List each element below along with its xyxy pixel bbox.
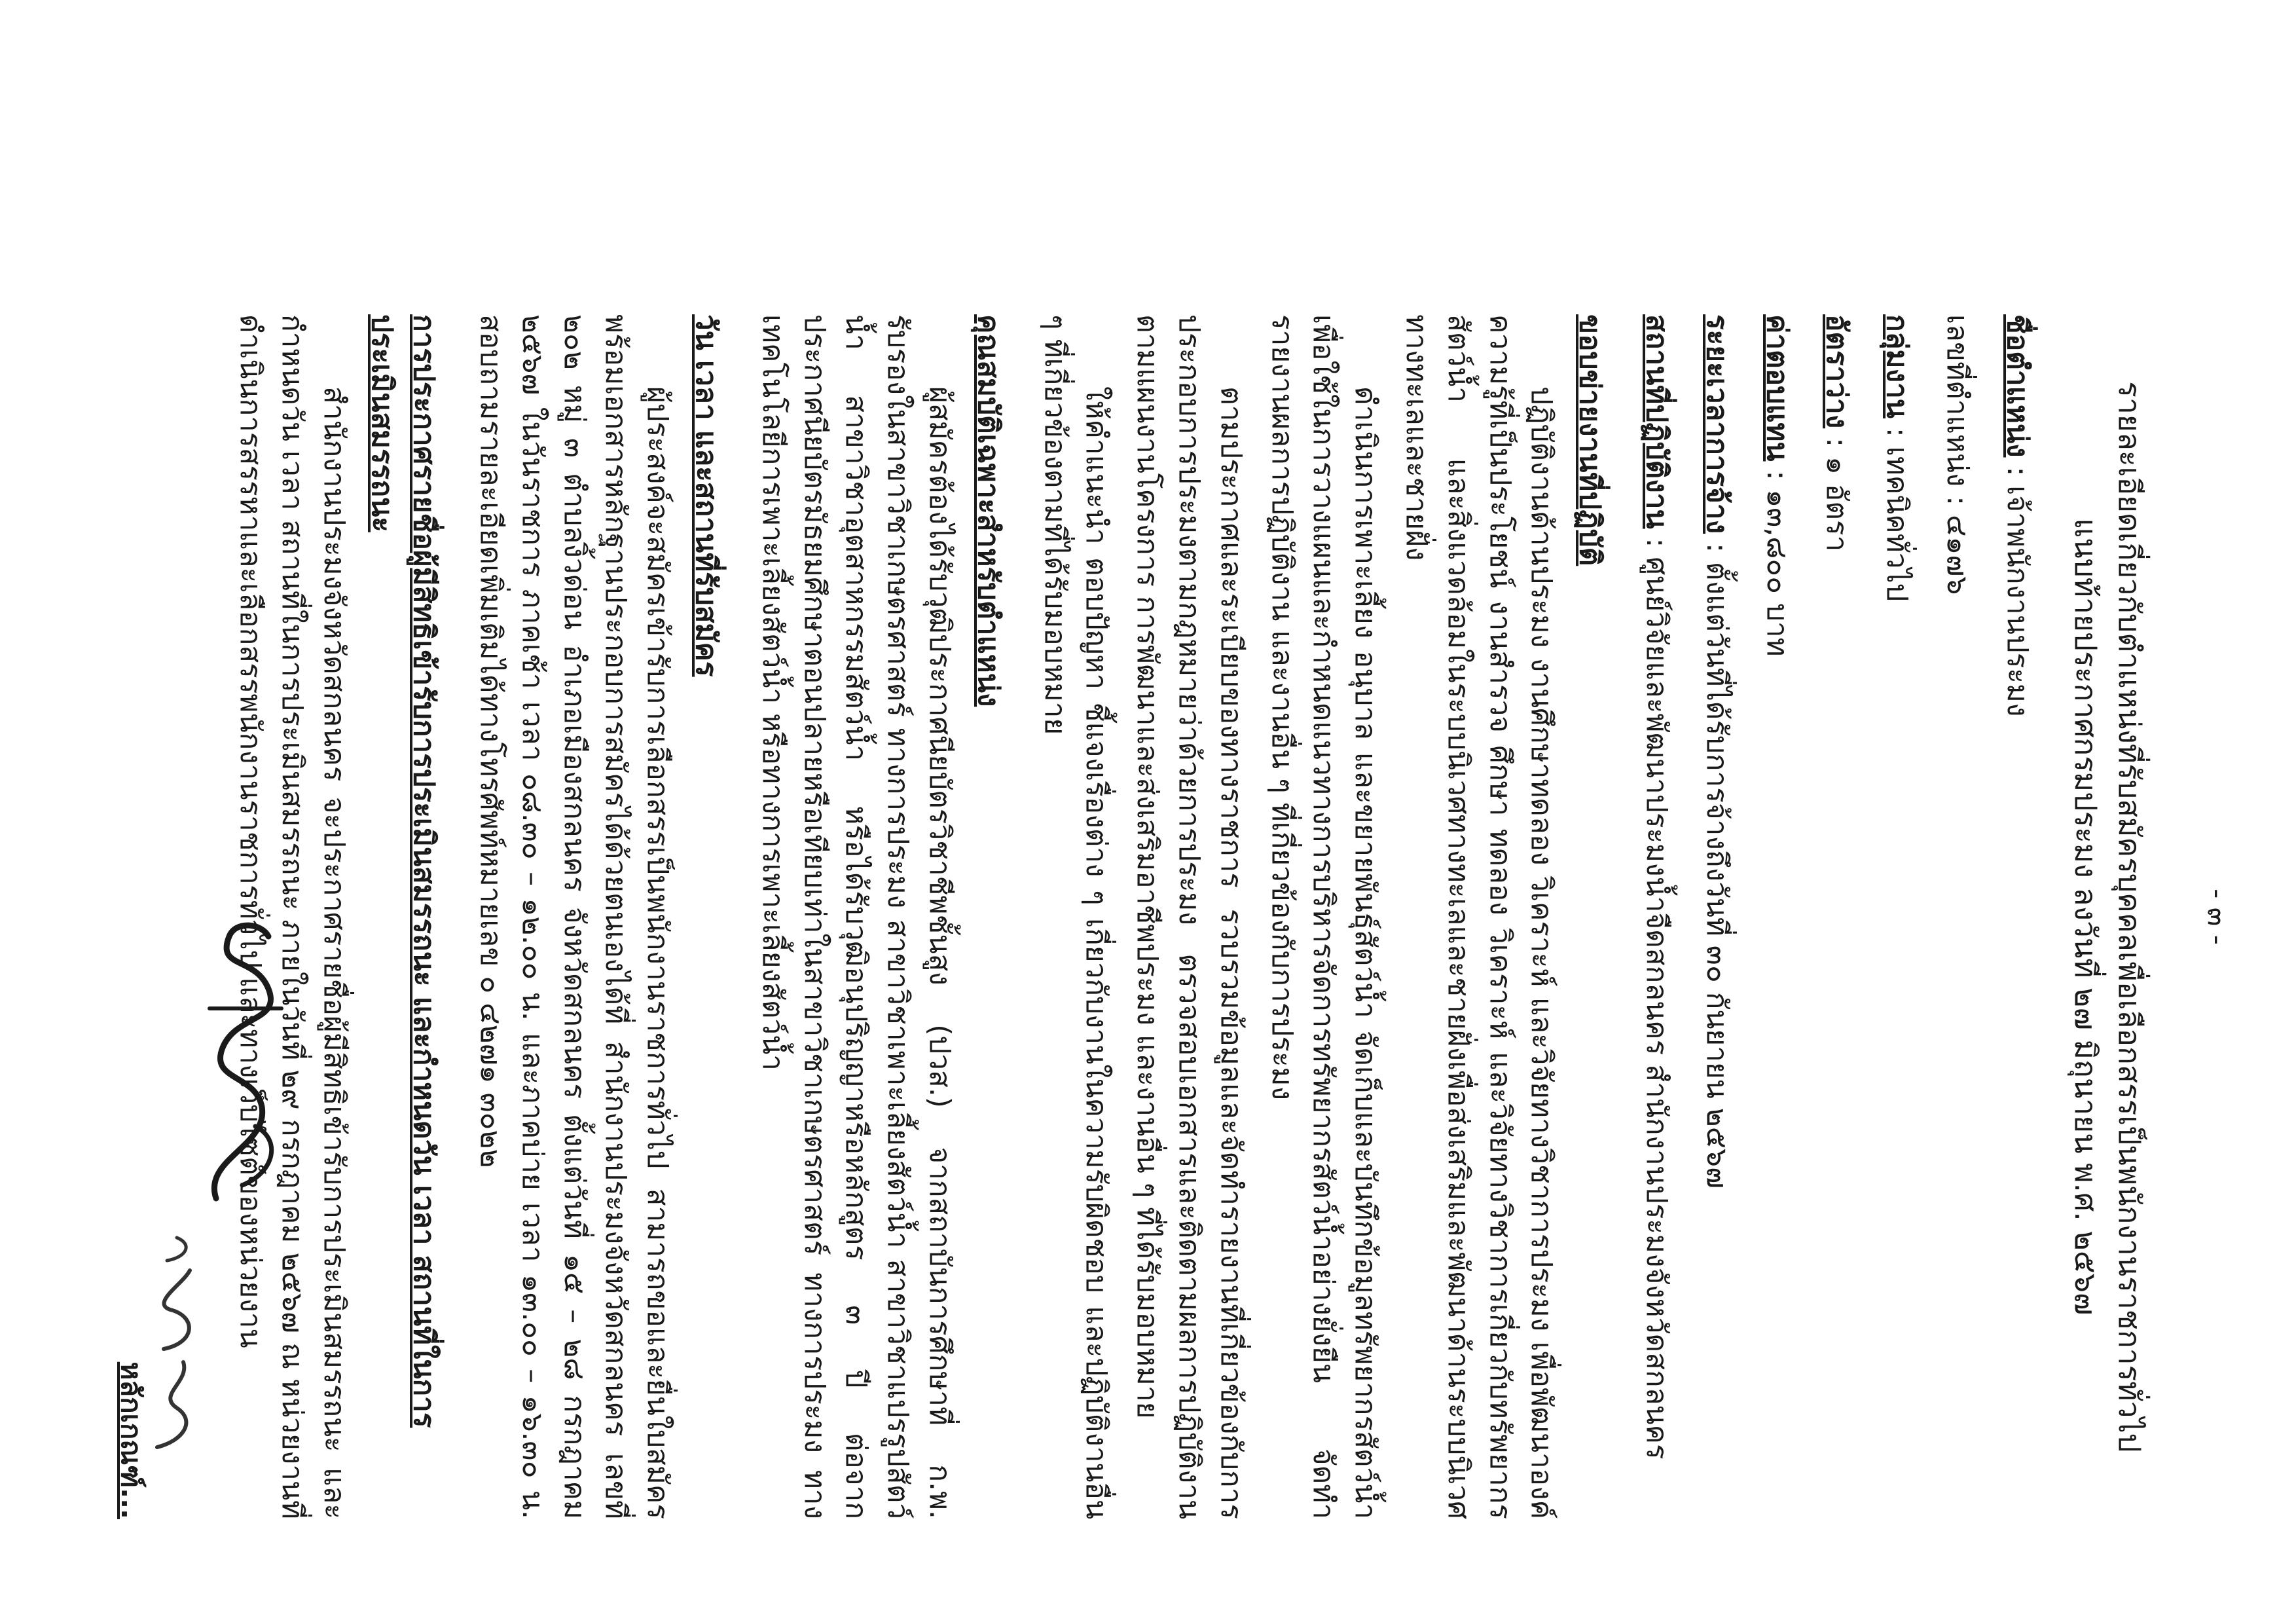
field-salary-value: : ๑๓,๘๐๐ บาท [1760,470,1794,657]
field-group-label: กลุ่มงาน [1880,314,1914,418]
qualification-heading: คุณสมบัติเฉพาะสำหรับตำแหน่ง [971,314,1005,707]
scope-heading: ขอบข่ายงานที่ปฏิบัติ [1573,314,1607,566]
announce-paragraph: สำนักงานประมงจังหวัดสกลนคร จะประกาศรายชื่อผู้มีสิทธิเข้ารับการประเมินสมรรถนะ และกำหนดวัน เวลา สถานที่ในการประเมินสมรรถนะ ภายในวันที่ ๒๙ กรกฎาคม ๒๕๖๗ ณ หน่วยงานที่ดำเนินการสรรหาและเลือกสรรพนักงานราชการทั่วไป และทางเว็บไซต์ของหน่วยงาน [234,314,351,1519]
field-salary-label: ค่าตอบแทน [1760,314,1794,462]
scope-paragraph: ตามประกาศและระเบียบของทางราชการ รวบรวมข้อมูลและจัดทำรายงานที่เกี่ยวข้องกับการประกอบการประมงตามกฎหมายว่าด้วยการประมง ตรวจสอบเอกสารและติดตามผลการปฏิบัติงานตามแผนงานโครงการ การพัฒนาและส่งเสริมอาชีพประมง และงานอื่น ๆ ที่ได้รับมอบหมาย [1131,314,1248,1519]
document-title: รายละเอียดเกี่ยวกับตำแหน่งที่รับสมัครบุคคลเพื่อเลือกสรรเป็นพนักงานราชการทั่วไป [2112,381,2148,1452]
field-rate-label: อัตราว่าง [1820,314,1854,429]
field-period-label: ระยะเวลาการจ้าง [1700,314,1734,534]
application-heading: วัน เวลา และสถานที่รับสมัคร [689,314,723,677]
application-paragraph: ผู้ประสงค์จะสมัครเข้ารับการเลือกสรรเป็นพนักงานราชการทั่วไป สามารถขอและยื่นใบสมัครพร้อมเอกสารหลักฐานประกอบการสมัครได้ด้วยตนเองได้ที่ สำนักงานประมงจังหวัดสกลนคร เลขที่ ๒๐๒ หมู่ ๓ ตำบลงิ้วด่อน อำเภอเมืองสกลนคร จังหวัดสกลนคร ตั้งแต่วันที่ ๑๕ – ๒๘ กรกฎาคม ๒๕๖๗ ในวันราชการ ภาคเช้า เวลา ๐๘.๓๐ – ๑๒.๐๐ น. และภาคบ่าย เวลา ๑๓.๐๐ – ๑๖.๓๐ น. สอบถามรายละเอียดเพิ่มเติมได้ทางโทรศัพท์หมายเลข ๐ ๔๒๗๑ ๓๐๒๒ [474,314,675,1519]
field-rate [1816,314,1858,1519]
page-number: - ๓ - [2202,889,2234,945]
scope-paragraph: ปฏิบัติงานด้านประมง งานศึกษาทดลอง วิเคราะห์ และวิจัยทางวิชาการประมง เพื่อพัฒนาองค์ความรู้ที่เป็นประโยชน์ งานสำรวจ ศึกษา ทดลอง วิเคราะห์ และวิจัยทางวิชาการเกี่ยวกับทรัพยากรสัตว์น้ำ และสิ่งแวดล้อมในระบบนิเวศทางทะเลและชายฝั่งเพื่อส่งเสริมและพัฒนาด้านระบบนิเวศทางทะเลและชายฝั่ง [1399,314,1559,1519]
document-subtitle: แนบท้ายประกาศกรมประมง ลงวันที่ ๒๗ มิถุนายน พ.ศ. ๒๕๖๗ [2068,518,2104,1316]
field-workplace-label: สถานที่ปฏิบัติงาน [1639,314,1673,529]
continuation-marker: หลักเกณฑ์... [115,1361,148,1519]
field-period [1696,314,1738,1519]
scope-paragraph: ให้คำแนะนำ ตอบปัญหา ชี้แจงเรื่องต่าง ๆ เกี่ยวกับงานในความรับผิดชอบ และปฏิบัติงานอื่น ๆ ที่เกี่ยวข้องตามที่ได้รับมอบหมาย [1038,314,1114,1519]
scope-paragraph: ดำเนินการเพาะเลี้ยง อนุบาล และขยายพันธุ์สัตว์น้ำ จัดเก็บและบันทึกข้อมูลทรัพยากรสัตว์น้ำ เพื่อใช้ในการวางแผนและกำหนดแนวทางการบริหารจัดการทรัพยากรสัตว์น้ำอย่างยั่งยืน จัดทำรายงานผลการปฏิบัติงาน และงานอื่น ๆ ที่เกี่ยวข้องกับการประมง [1265,314,1383,1519]
field-workplace-value: : ศูนย์วิจัยและพัฒนาประมงน้ำจืดสกลนคร สำนักงานประมงจังหวัดสกลนคร [1639,538,1673,1460]
field-position-label: ชื่อตำแหน่ง [2000,314,2034,458]
field-position-value: : เจ้าพนักงานประมง [2000,466,2034,717]
handwritten-signature [190,910,295,1211]
field-period-value: : ตั้งแต่วันที่ได้รับการจ้างถึงวันที่ ๓๐ กันยายน ๒๕๖๗ [1700,543,1734,1189]
handwritten-date-note [137,1231,216,1460]
qualification-paragraph: ผู้สมัครต้องได้รับวุฒิประกาศนียบัตรวิชาชีพชั้นสูง (ปวส.) จากสถาบันการศึกษาที่ ก.พ. รับรองในสาขาวิชาเกษตรศาสตร์ ทางการประมง สาขาวิชาเพาะเลี้ยงสัตว์น้ำ สาขาวิชาแปรรูปสัตว์น้ำ สาขาวิชาอุตสาหกรรมสัตว์น้ำ หรือได้รับวุฒิอนุปริญญาหรือหลักสูตร ๓ ปี ต่อจากประกาศนียบัตรมัธยมศึกษาตอนปลายหรือเทียบเท่าในสาขาวิชาเกษตรศาสตร์ ทางการประมง ทางเทคโนโลยีการเพาะเลี้ยงสัตว์น้ำ หรือทางการเพาะเลี้ยงสัตว์น้ำ [756,314,957,1519]
field-salary [1756,314,1798,1519]
field-rate-value: : ๑ อัตรา [1820,437,1854,552]
field-group [1876,314,1918,1519]
field-position [1996,314,2038,1519]
field-position-number-label: เลขที่ตำแหน่ง [1940,314,1974,487]
field-workplace [1635,314,1677,1519]
field-position-number [1936,314,1978,1519]
announce-heading: การประกาศรายชื่อผู้มีสิทธิเข้ารับการประเมินสมรรถนะ และกำหนดวัน เวลา สถานที่ในการประเมินสมรรถนะ [365,314,441,1428]
field-group-value: : เทคนิคทั่วไป [1880,427,1914,602]
field-position-number-value: : ๔๑๗๖ [1940,496,1974,595]
